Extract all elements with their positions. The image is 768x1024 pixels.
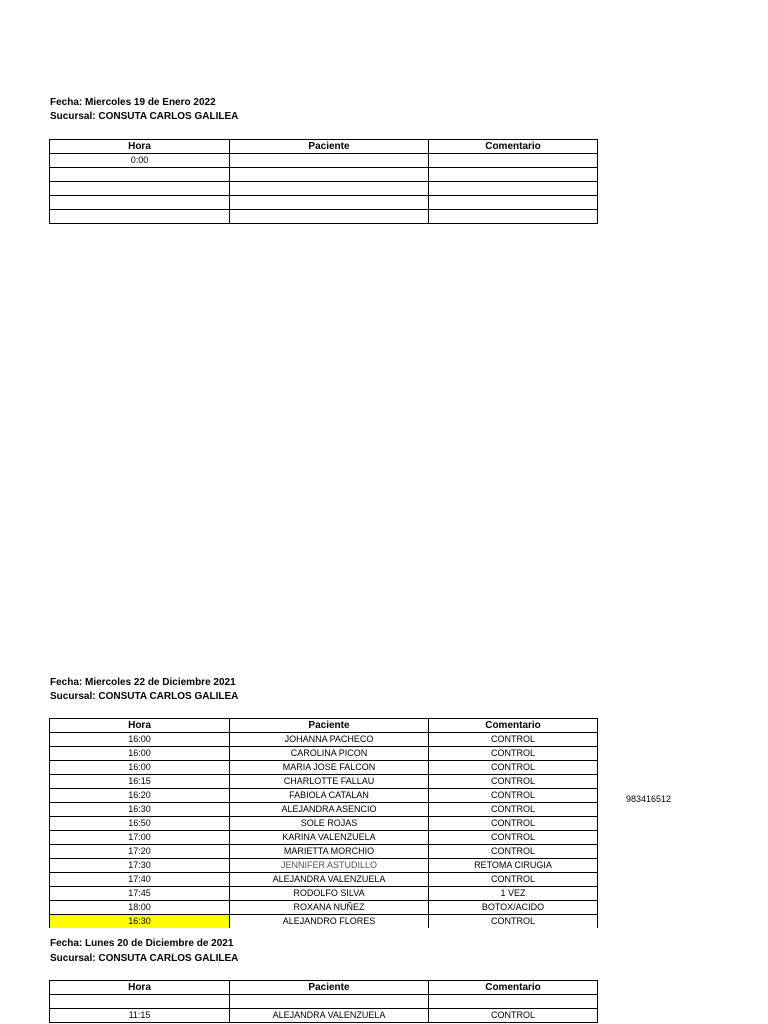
table-row xyxy=(50,747,598,761)
cell-paciente: CHARLOTTE FALLAU xyxy=(230,775,429,789)
cell-comentario: CONTROL xyxy=(429,775,598,789)
section-1-branch: Sucursal: CONSUTA CARLOS GALILEA xyxy=(50,111,239,122)
cell-comentario: CONTROL xyxy=(429,873,598,887)
cell-hora: 17:20 xyxy=(50,845,230,859)
cell-hora: 0:00 xyxy=(50,154,230,168)
cell-paciente: MARIETTA MORCHIO xyxy=(230,845,429,859)
section-3-table xyxy=(49,980,598,1023)
table-row xyxy=(50,761,598,775)
cell-hora: 17:00 xyxy=(50,831,230,845)
cell-comentario xyxy=(429,168,598,182)
section-1-table xyxy=(49,139,598,224)
column-header-comentario: Comentario xyxy=(429,981,598,995)
table-row xyxy=(50,775,598,789)
cell-comentario: CONTROL xyxy=(429,831,598,845)
cell-hora-highlighted: 16:30 xyxy=(50,915,230,929)
cell-hora: 16:15 xyxy=(50,775,230,789)
table-header-row xyxy=(50,140,598,154)
cell-hora: 16:20 xyxy=(50,789,230,803)
cell-hora xyxy=(50,182,230,196)
cell-comentario xyxy=(429,210,598,224)
table-row xyxy=(50,196,598,210)
cell-comentario: RETOMA CIRUGIA xyxy=(429,859,598,873)
cell-comentario xyxy=(429,154,598,168)
section-3-branch: Sucursal: CONSUTA CARLOS GALILEA xyxy=(50,953,239,964)
section-3-date: Fecha: Lunes 20 de Diciembre de 2021 xyxy=(50,938,234,949)
table-row xyxy=(50,803,598,817)
cell-paciente: CAROLINA PICON xyxy=(230,747,429,761)
cell-comentario: CONTROL xyxy=(429,761,598,775)
table-row xyxy=(50,845,598,859)
column-header-comentario: Comentario xyxy=(429,719,598,733)
cell-comentario: CONTROL xyxy=(429,845,598,859)
cell-paciente: JENNIFER ASTUDILLO xyxy=(230,859,429,873)
cell-hora xyxy=(50,196,230,210)
table-row xyxy=(50,859,598,873)
cell-paciente xyxy=(230,182,429,196)
cell-hora: 16:30 xyxy=(50,803,230,817)
section-2-date: Fecha: Miercoles 22 de Diciembre 2021 xyxy=(50,677,236,688)
cell-comentario: CONTROL xyxy=(429,789,598,803)
cell-comentario: BOTOX/ACIDO xyxy=(429,901,598,915)
cell-paciente xyxy=(230,196,429,210)
table-row xyxy=(50,873,598,887)
column-header-comentario: Comentario xyxy=(429,140,598,154)
column-header-paciente: Paciente xyxy=(230,140,429,154)
table-row xyxy=(50,831,598,845)
cell-comentario xyxy=(429,182,598,196)
cell-paciente: ALEJANDRO FLORES xyxy=(230,915,429,929)
table-row xyxy=(50,915,598,929)
table-row xyxy=(50,995,598,1009)
cell-hora: 17:40 xyxy=(50,873,230,887)
cell-paciente xyxy=(230,995,429,1009)
table-row xyxy=(50,887,598,901)
table-row xyxy=(50,789,598,803)
cell-hora: 17:30 xyxy=(50,859,230,873)
table-row xyxy=(50,817,598,831)
cell-hora: 11:15 xyxy=(50,1009,230,1023)
column-header-hora: Hora xyxy=(50,981,230,995)
cell-hora: 16:50 xyxy=(50,817,230,831)
cell-hora: 17:45 xyxy=(50,887,230,901)
cell-paciente: SOLE ROJAS xyxy=(230,817,429,831)
column-header-paciente: Paciente xyxy=(230,981,429,995)
cell-comentario: CONTROL xyxy=(429,733,598,747)
table-row xyxy=(50,154,598,168)
cell-comentario: 1 VEZ xyxy=(429,887,598,901)
column-header-paciente: Paciente xyxy=(230,719,429,733)
cell-paciente: JOHANNA PACHECO xyxy=(230,733,429,747)
cell-hora: 16:00 xyxy=(50,733,230,747)
cell-paciente: ALEJANDRA VALENZUELA xyxy=(230,873,429,887)
phone-number-note: 983416512 xyxy=(626,794,672,804)
cell-paciente: KARINA VALENZUELA xyxy=(230,831,429,845)
cell-comentario: CONTROL xyxy=(429,1009,598,1023)
table-row xyxy=(50,210,598,224)
table-row xyxy=(50,1009,598,1023)
cell-paciente xyxy=(230,154,429,168)
cell-paciente: ALEJANDRA VALENZUELA xyxy=(230,1009,429,1023)
cell-paciente: ALEJANDRA ASENCIO xyxy=(230,803,429,817)
cell-comentario: CONTROL xyxy=(429,747,598,761)
column-header-hora: Hora xyxy=(50,140,230,154)
cell-comentario: CONTROL xyxy=(429,817,598,831)
table-row xyxy=(50,733,598,747)
cell-hora xyxy=(50,168,230,182)
cell-paciente: ROXANA NUÑEZ xyxy=(230,901,429,915)
cell-hora: 18:00 xyxy=(50,901,230,915)
table-header-row xyxy=(50,981,598,995)
cell-paciente xyxy=(230,168,429,182)
section-2-table xyxy=(49,718,598,928)
cell-hora: 16:00 xyxy=(50,761,230,775)
cell-comentario xyxy=(429,196,598,210)
cell-paciente xyxy=(230,210,429,224)
table-row xyxy=(50,182,598,196)
section-2-branch: Sucursal: CONSUTA CARLOS GALILEA xyxy=(50,691,239,702)
cell-hora: 16:00 xyxy=(50,747,230,761)
cell-hora xyxy=(50,995,230,1009)
table-row xyxy=(50,168,598,182)
section-1-date: Fecha: Miercoles 19 de Enero 2022 xyxy=(50,97,216,108)
cell-comentario xyxy=(429,995,598,1009)
cell-paciente: MARIA JOSE FALCON xyxy=(230,761,429,775)
cell-paciente: RODOLFO SILVA xyxy=(230,887,429,901)
table-header-row xyxy=(50,719,598,733)
cell-comentario: CONTROL xyxy=(429,803,598,817)
cell-paciente: FABIOLA CATALAN xyxy=(230,789,429,803)
table-row xyxy=(50,901,598,915)
cell-hora xyxy=(50,210,230,224)
cell-comentario: CONTROL xyxy=(429,915,598,929)
column-header-hora: Hora xyxy=(50,719,230,733)
